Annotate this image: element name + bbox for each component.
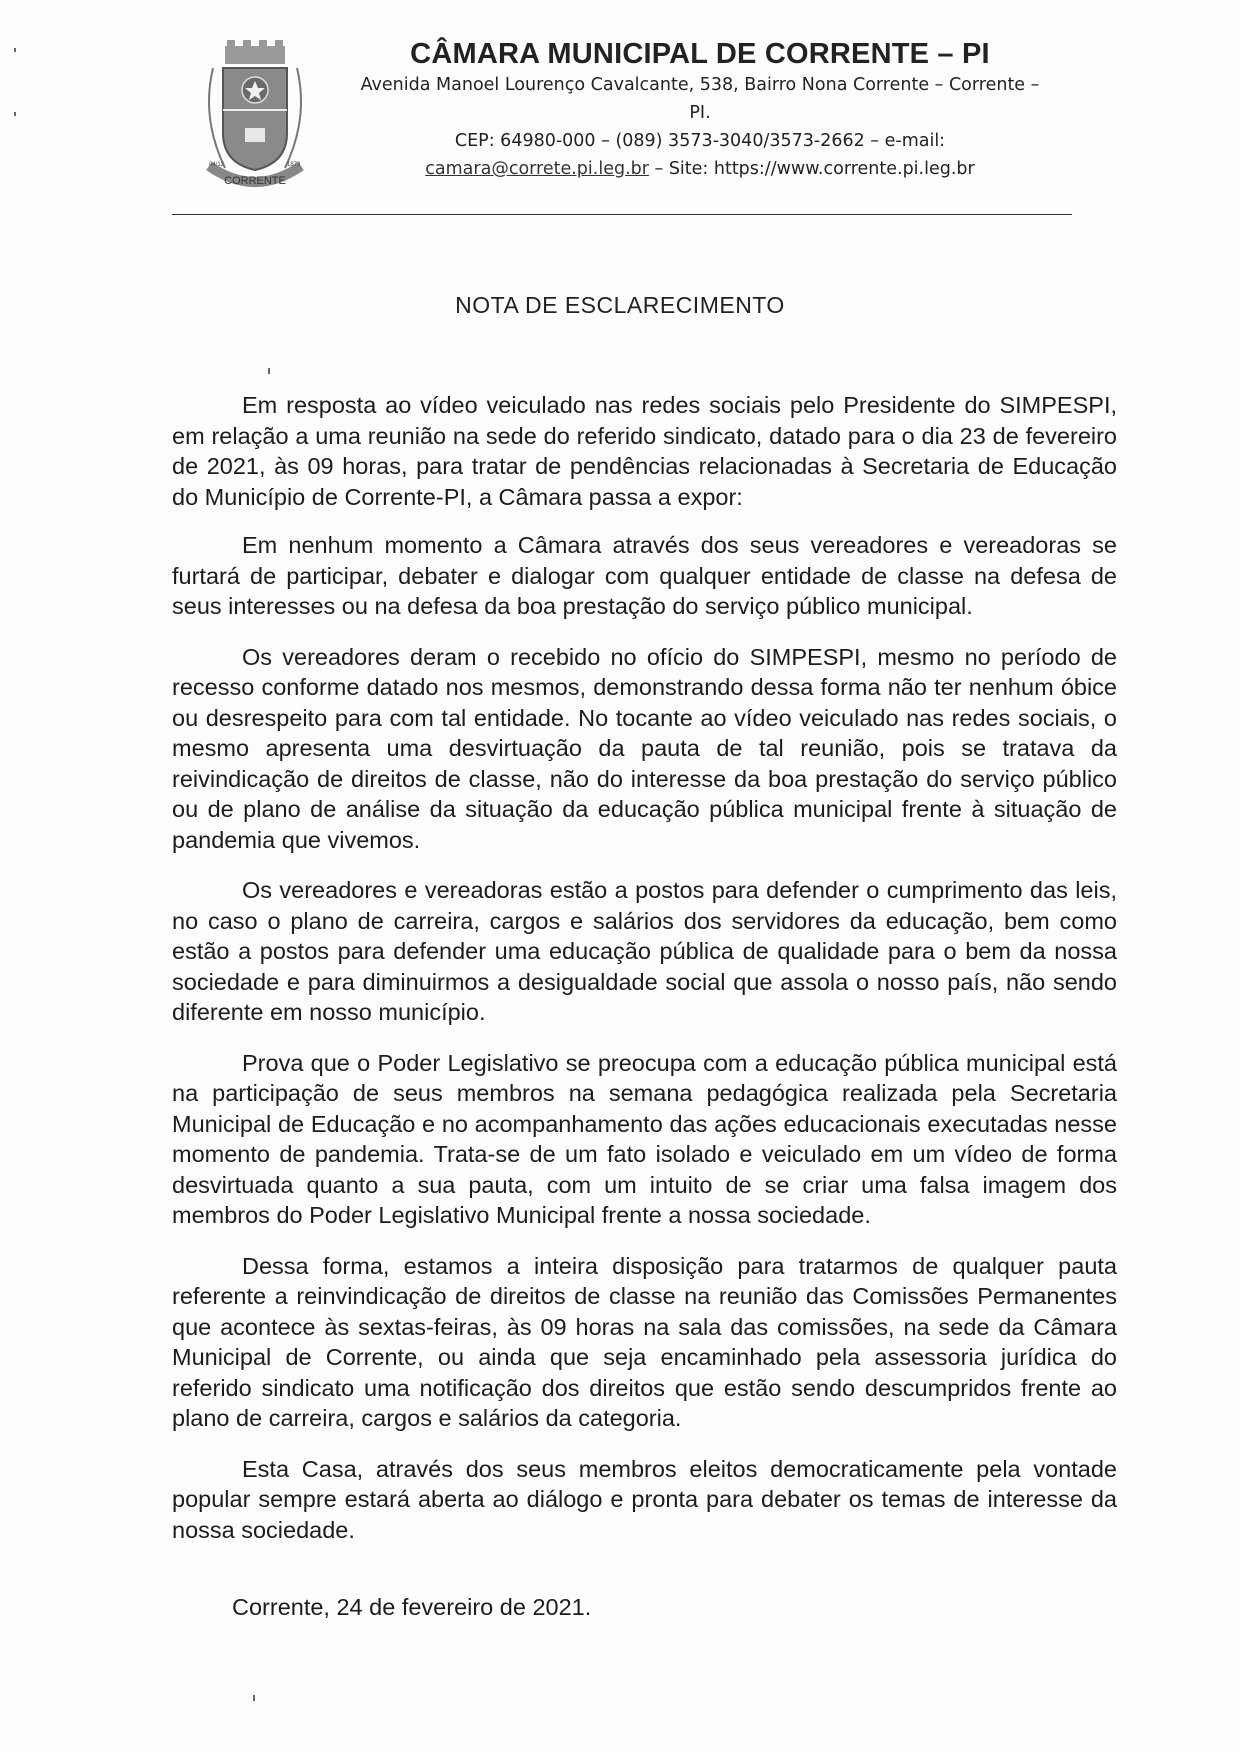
paragraph: Os vereadores deram o recebido no ofício do SIMPESPI, mesmo no período de recesso conforme datado nos mesmos, demonstrando dessa forma não ter nenhum óbice ou desrespeito para com tal entidade. No tocante ao vídeo veiculado nas redes sociais, o mesmo apresenta uma desvirtuação da pauta de tal reunião, pois se tratava da reivindicação de direitos de classe, não do interesse da boa prestação do serviço público ou de plano de análise da situação da educação pública municipal frente à situação de pandemia que vivemos. (172, 643, 1117, 853)
crest-label: CORRENTE (224, 175, 286, 187)
header-divider (172, 214, 1072, 215)
scan-speck (253, 1695, 255, 1701)
document-title: NOTA DE ESCLARECIMENTO (455, 292, 785, 318)
crest-right-date: 1873 (287, 162, 301, 168)
paragraph: Em resposta ao vídeo veiculado nas redes sociais pelo Presidente do SIMPESPI, em relação a uma reunião na sede do referido sindicato, datado para o dia 23 de fevereiro de 2021, às 09 horas, para tratar de pendências relacionadas à Secretaria de Educação do Município de Corrente-PI, a Câmara passa a expor: (172, 392, 1117, 510)
municipal-crest-icon (195, 38, 315, 193)
document-body (172, 390, 1117, 1565)
paragraph: Prova que o Poder Legislativo se preocupa com a educação pública municipal está na participação de seus membros na semana pedagógica realizada pela Secretaria Municipal de Educação e no acompanhamento das ações educacionais executadas nesse momento de pandemia. Trata-se de um fato isolado e veiculado em um vídeo de forma desvirtuada quanto a sua pauta, com um intuito de se criar uma falsa imagem dos membros do Poder Legislativo Municipal frente a nossa sociedade. (172, 1049, 1117, 1228)
paragraph: Esta Casa, através dos seus membros eleitos democraticamente pela vontade popular sempre estará aberta ao diálogo e pronta para debater os temas de interesse da nossa sociedade. (172, 1455, 1117, 1543)
email-link[interactable]: camara@correte.pi.leg.br (425, 159, 649, 179)
signoff-date: Corrente, 24 de fevereiro de 2021. (232, 1594, 592, 1620)
contact-line: CEP: 64980-000 – (089) 3573-3040/3573-2662 – e-mail: (454, 131, 946, 151)
scan-speck (14, 112, 16, 116)
scan-speck (268, 368, 270, 374)
paragraph: Em nenhum momento a Câmara através dos seus vereadores e vereadoras se furtará de participar, debater e dialogar com qualquer entidade de classe na defesa de seus interesses ou na defesa da boa prestação do serviço público municipal. (172, 532, 1117, 619)
address-line-1: Avenida Manoel Lourenço Cavalcante, 538, Bairro Nona Corrente – Corrente – (360, 75, 1040, 95)
scan-speck (14, 48, 16, 52)
address-line-2: PI. (689, 103, 711, 123)
crest-left-date: 04/12 (209, 162, 225, 168)
email-site-line (320, 155, 1080, 183)
paragraph: Os vereadores e vereadoras estão a postos para defender o cumprimento das leis, no caso o plano de carreira, cargos e salários dos servidores da educação, bem como estão a postos para defender uma educação pública de qualidade para o bem da nossa sociedade e para diminuirmos a desigualdade social que assola o nosso país, não sendo diferente em nosso município. (172, 877, 1117, 1025)
paragraph: Dessa forma, estamos a inteira disposição para tratarmos de qualquer pauta referente a reinvindicação de direitos de classe na reunião das Comissões Permanentes que acontece às sextas-feiras, às 09 horas na sala das comissões, na sede da Câmara Municipal de Corrente, ou ainda que seja encaminhado pela assessoria jurídica do referido sindicato uma notificação dos direitos que estão sendo descumpridos frente ao plano de carreira, cargos e salários da categoria. (172, 1252, 1117, 1431)
letterhead (320, 38, 1080, 183)
site-text: – Site: https://www.corrente.pi.leg.br (648, 159, 975, 179)
institution-name: CÂMARA MUNICIPAL DE CORRENTE – PI (410, 38, 990, 70)
